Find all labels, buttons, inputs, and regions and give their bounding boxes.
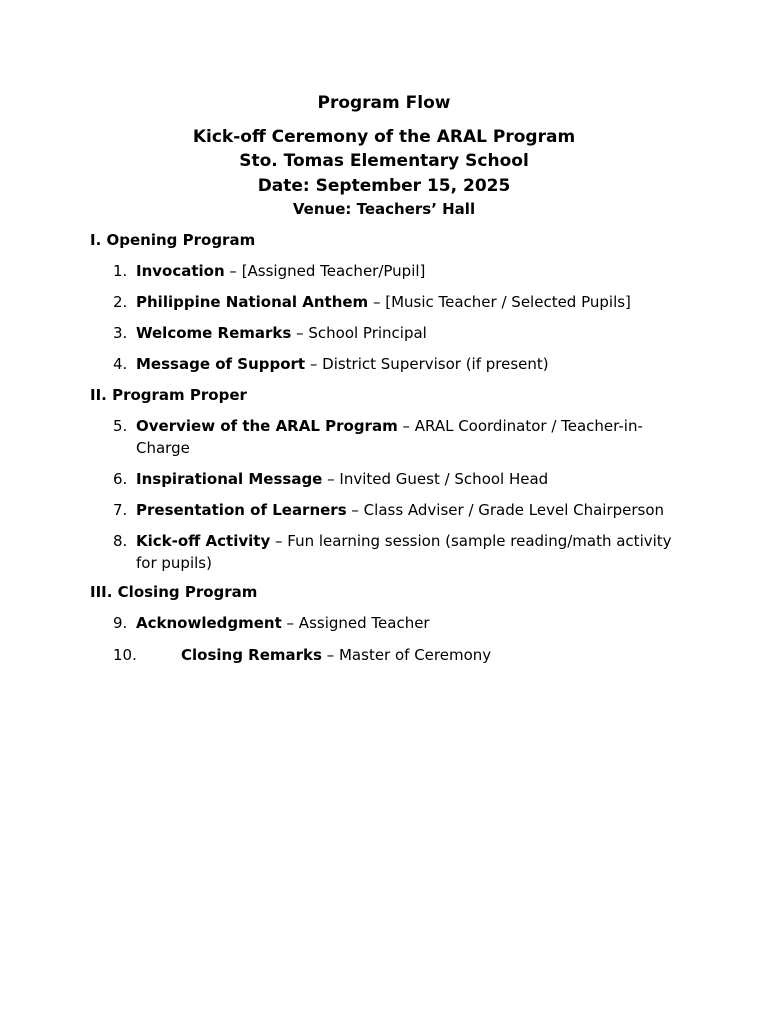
event-title: Kick-off Ceremony of the ARAL Program [192, 127, 576, 147]
item-detail: – [Assigned Teacher/Pupil] [224, 262, 426, 280]
section-heading-opening: I. Opening Program [90, 231, 256, 249]
item-title: Presentation of Learners [136, 501, 347, 519]
item-title: Overview of the ARAL Program [136, 417, 398, 435]
item-number: 3. [113, 324, 128, 342]
item-title: Welcome Remarks [136, 324, 292, 342]
item-detail: – Fun learning session (sample reading/math activity for pupils) [136, 532, 672, 572]
item-title: Closing Remarks [181, 646, 322, 664]
item-number: 9. [113, 614, 128, 632]
item-number: 10. [113, 646, 137, 664]
item-title: Invocation [136, 262, 225, 280]
item-title: Inspirational Message [136, 470, 323, 488]
event-date: Date: September 15, 2025 [257, 176, 511, 196]
item-title: Acknowledgment [136, 614, 282, 632]
item-detail: – Master of Ceremony [321, 646, 492, 664]
item-text [181, 644, 726, 666]
item-detail: – District Supervisor (if present) [305, 355, 549, 373]
item-detail: – ARAL Coordinator / Teacher-in-Charge [136, 417, 643, 457]
item-detail: – Assigned Teacher [281, 614, 430, 632]
section-heading-closing: III. Closing Program [90, 583, 258, 601]
school-name: Sto. Tomas Elementary School [239, 151, 529, 171]
item-text [136, 353, 681, 375]
item-text [136, 468, 681, 490]
item-title: Philippine National Anthem [136, 293, 369, 311]
item-number: 6. [113, 470, 128, 488]
item-detail: – Invited Guest / School Head [322, 470, 549, 488]
item-title: Kick-off Activity [136, 532, 271, 550]
item-text [136, 322, 681, 344]
section-heading-proper: II. Program Proper [90, 386, 247, 404]
item-text [136, 530, 681, 574]
item-text [136, 499, 696, 521]
item-title: Message of Support [136, 355, 306, 373]
item-detail: – School Principal [291, 324, 427, 342]
item-number: 1. [113, 262, 128, 280]
item-number: 2. [113, 293, 128, 311]
item-number: 7. [113, 501, 128, 519]
document-title: Program Flow [317, 93, 451, 113]
item-detail: – [Music Teacher / Selected Pupils] [368, 293, 631, 311]
item-number: 4. [113, 355, 128, 373]
item-text [136, 415, 651, 459]
event-venue: Venue: Teachers’ Hall [292, 200, 476, 218]
item-text [136, 612, 681, 634]
item-detail: – Class Adviser / Grade Level Chairperson [346, 501, 665, 519]
item-text [136, 260, 681, 282]
item-number: 8. [113, 532, 128, 550]
item-number: 5. [113, 417, 128, 435]
item-text [136, 291, 681, 313]
